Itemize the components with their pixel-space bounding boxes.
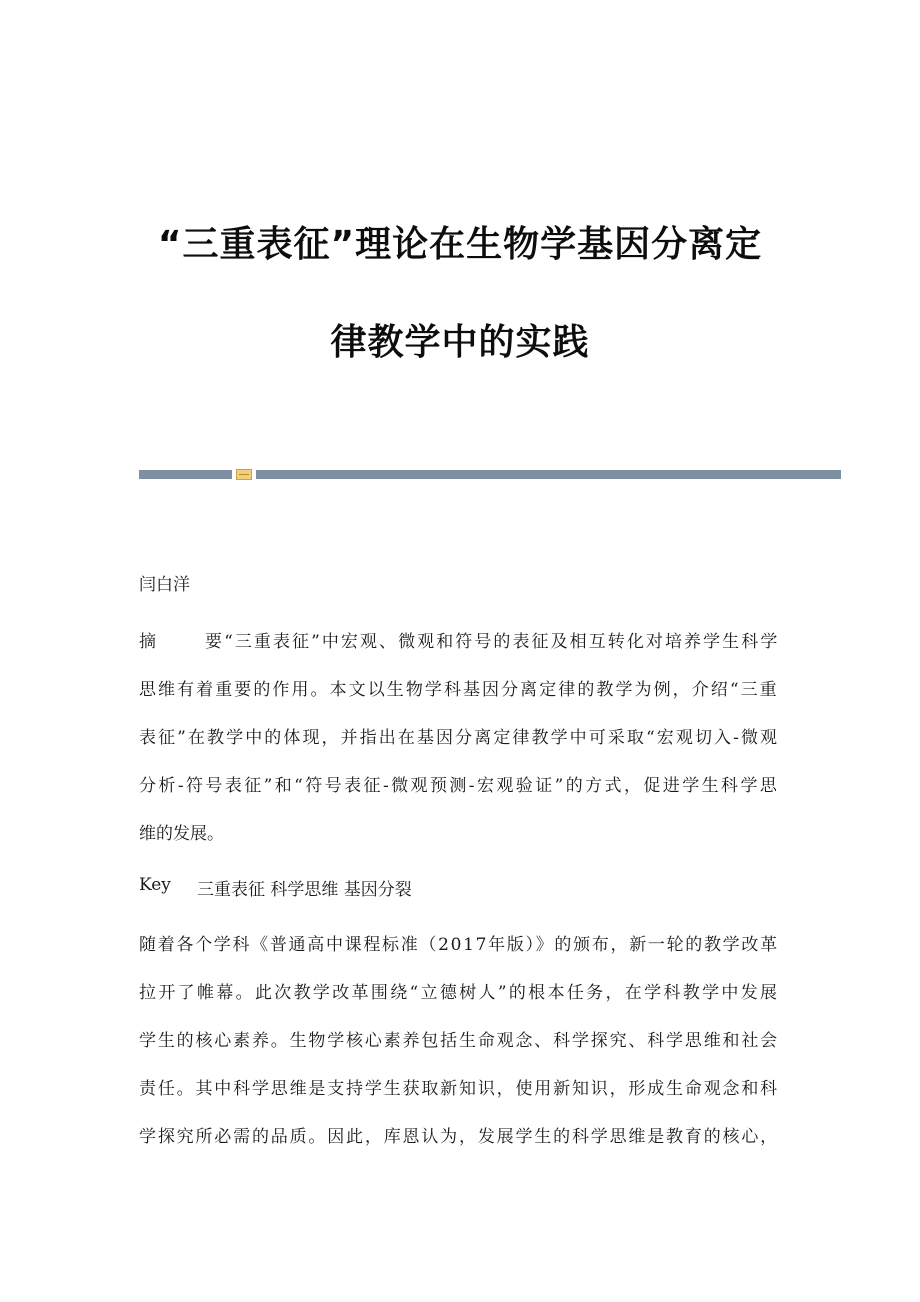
title-line-1: “三重表征”理论在生物学基因分离定 xyxy=(157,224,763,265)
divider-left xyxy=(139,470,232,479)
abstract-line: 思维有着重要的作用。本文以生物学科基因分离定律的教学为例，介绍“三重 xyxy=(139,680,779,700)
divider-right xyxy=(256,470,841,479)
author: 闫白洋 xyxy=(139,575,190,595)
keywords-label: Key xyxy=(139,875,171,895)
abstract-label: 摘 xyxy=(139,632,156,652)
body-line: 学生的核心素养。生物学核心素养包括生命观念、科学探究、科学思维和社会 xyxy=(139,1031,779,1051)
title-line-2: 律教学中的实践 xyxy=(330,322,590,363)
body-line: 随着各个学科《普通高中课程标准（2017年版）》的颁布，新一轮的教学改革 xyxy=(139,935,779,955)
abstract-line: 要“三重表征”中宏观、微观和符号的表征及相互转化对培养学生科学 xyxy=(205,632,780,652)
body-line: 责任。其中科学思维是支持学生获取新知识，使用新知识，形成生命观念和科 xyxy=(139,1079,779,1099)
keywords-values: 三重表征 科学思维 基因分裂 xyxy=(197,880,412,900)
body-line: 拉开了帷幕。此次教学改革围绕“立德树人”的根本任务，在学科教学中发展 xyxy=(139,983,780,1003)
abstract-line: 维的发展。 xyxy=(139,824,224,844)
abstract-line: 分析-符号表征”和“符号表征-微观预测-宏观验证”的方式，促进学生科学思 xyxy=(139,776,780,796)
body-line: 学探究所必需的品质。因此，库恩认为，发展学生的科学思维是教育的核心， xyxy=(139,1127,779,1147)
divider-emblem-icon xyxy=(236,469,252,480)
abstract-line: 表征”在教学中的体现，并指出在基因分离定律教学中可采取“宏观切入-微观 xyxy=(139,728,780,748)
